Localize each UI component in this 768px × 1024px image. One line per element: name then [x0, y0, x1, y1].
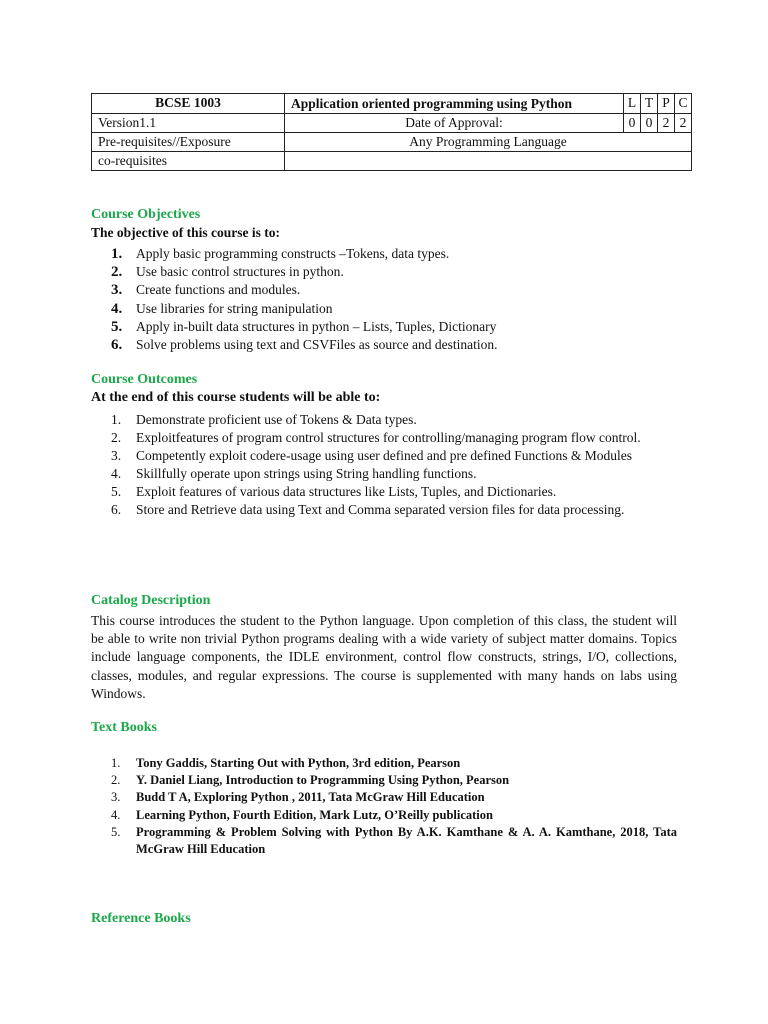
table-row — [92, 152, 692, 171]
list-item: 5. Exploit features of various data structures like Lists, Tuples, and Dictionaries. — [111, 484, 557, 499]
objectives-list — [111, 245, 681, 354]
ltpc-label-l: L — [624, 94, 641, 114]
ltpc-value-p: 2 — [658, 114, 675, 133]
list-item: 3. Budd T A, Exploring Python , 2011, Tata McGraw Hill Education — [111, 790, 485, 805]
reference-books-heading: Reference Books — [91, 911, 191, 926]
list-item: 2. Use basic control structures in python. — [111, 264, 344, 281]
list-item: 2. Exploitfeatures of program control structures for controlling/managing program flow control. — [111, 430, 641, 445]
outcomes-lead: At the end of this course students will be able to: — [91, 390, 381, 405]
ltpc-label-p: P — [658, 94, 675, 114]
objectives-lead: The objective of this course is to: — [91, 225, 280, 240]
list-item: 4. Skillfully operate upon strings using String handling functions. — [111, 466, 477, 481]
ltpc-value-l: 0 — [624, 114, 641, 133]
list-item: 1. Demonstrate proficient use of Tokens & Data types. — [111, 412, 417, 427]
prerequisites-label: Pre-requisites//Exposure — [92, 133, 285, 152]
outcomes-list — [111, 411, 677, 519]
course-outcomes-heading: Course Outcomes — [91, 372, 198, 387]
ltpc-label-t: T — [641, 94, 658, 114]
table-row — [92, 133, 692, 152]
corequisites-label: co-requisites — [92, 152, 285, 171]
ltpc-value-t: 0 — [641, 114, 658, 133]
table-row — [92, 114, 692, 133]
course-code: BCSE 1003 — [92, 94, 285, 114]
text-books-list — [111, 755, 677, 858]
prerequisites-value: Any Programming Language — [285, 133, 692, 152]
course-objectives-heading: Course Objectives — [91, 207, 201, 222]
list-item: 6. Solve problems using text and CSVFiles as source and destination. — [111, 336, 498, 353]
list-item: 4. Use libraries for string manipulation — [111, 300, 333, 317]
list-item: 1. Tony Gaddis, Starting Out with Python, 3rd edition, Pearson — [111, 756, 461, 770]
date-of-approval-cell: Date of Approval: — [285, 114, 624, 133]
table-row — [92, 94, 692, 114]
text-books-heading: Text Books — [91, 720, 158, 735]
list-item: 6. Store and Retrieve data using Text and Comma separated version files for data processing. — [111, 502, 625, 517]
list-item: 2. Y. Daniel Liang, Introduction to Programming Using Python, Pearson — [111, 773, 510, 788]
list-item: 3. Competently exploit codere-usage using user defined and pre defined Functions & Modules — [111, 448, 633, 463]
ltpc-value-c: 2 — [675, 114, 692, 133]
list-item: 5. Apply in-built data structures in python – Lists, Tuples, Dictionary — [111, 318, 497, 335]
course-header-table — [91, 93, 692, 171]
list-item: 1. Apply basic programming constructs –Tokens, data types. — [111, 246, 450, 262]
version-cell: Version1.1 — [92, 114, 285, 133]
list-item: 4. Learning Python, Fourth Edition, Mark Lutz, O’Reilly publication — [111, 807, 493, 822]
corequisites-value — [285, 152, 692, 171]
course-title: Application oriented programming using Python — [285, 94, 624, 114]
catalog-description-text: This course introduces the student to the Python language. Upon completion of this class, the student will be able to write non trivial Python programs dealing with a wide variety of subject matter domains. Topics include language components, the IDLE environment, control flow constructs, strings, I/O, collections, classes, modules, and regular expressions. The course is supplemented with many hands on labs using Windows. — [91, 613, 677, 701]
list-item: 3. Create functions and modules. — [111, 282, 301, 299]
ltpc-label-c: C — [675, 94, 692, 114]
list-item: 5. Programming & Problem Solving with Python By A.K. Kamthane & A. A. Kamthane, 2018, Tata McGraw Hill Education — [111, 824, 677, 857]
catalog-description-heading: Catalog Description — [91, 593, 211, 608]
